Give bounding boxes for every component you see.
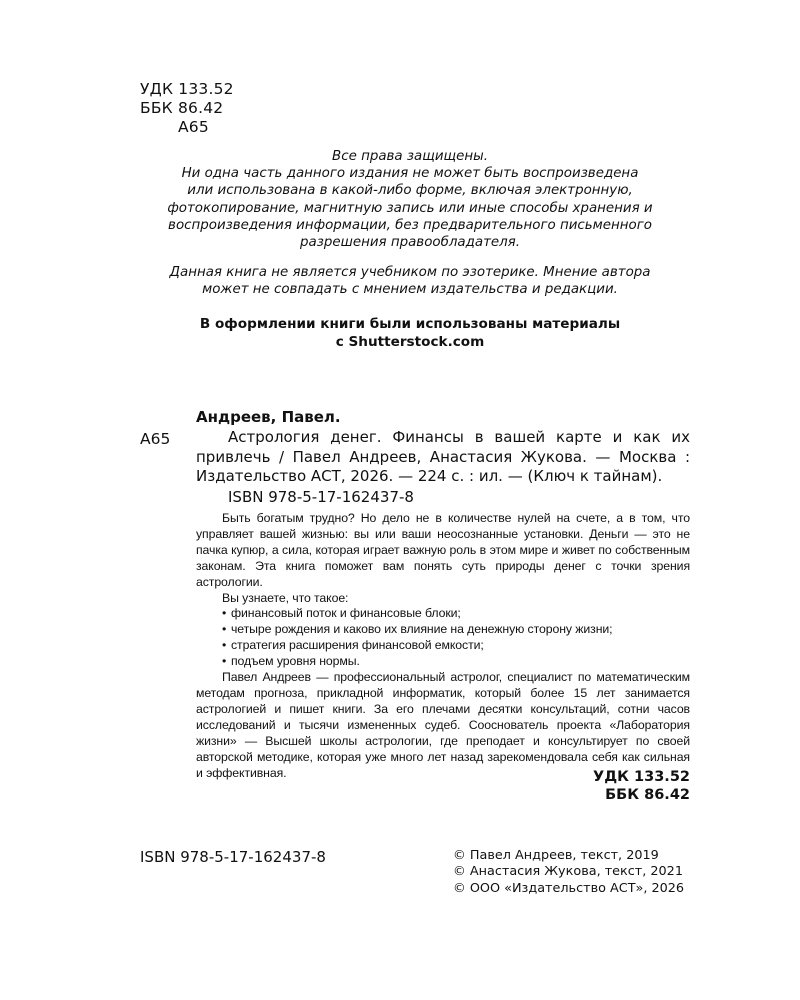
- bullet: •: [222, 638, 227, 653]
- rights-line: фотокопирование, магнитную запись или иные способы хранения и: [167, 200, 653, 216]
- udk-code: УДК 133.52: [593, 769, 690, 785]
- copyright-line: © Павел Андреев, текст, 2019: [453, 848, 659, 863]
- disclaimer: [140, 264, 680, 298]
- copyright-line: © Анастасия Жукова, текст, 2021: [453, 864, 683, 880]
- bullet: •: [222, 654, 227, 669]
- catalog-index-sign: А65: [140, 430, 171, 448]
- rights-line: Ни одна часть данного издания не может быть воспроизведена: [181, 166, 639, 182]
- rights-line: или использована в какой-либо форме, включая электронную,: [187, 183, 633, 199]
- author-heading: Андреев, Павел.: [196, 408, 341, 426]
- list-item: • подъем уровня нормы.: [222, 654, 360, 669]
- bullet: •: [222, 622, 227, 637]
- list-item: • четыре рождения и каково их влияние на денежную сторону жизни;: [222, 622, 613, 637]
- rights-notice: [140, 148, 680, 251]
- list-item: • финансовый поток и финансовые блоки;: [222, 606, 461, 621]
- rights-line: разрешения правообладателя.: [300, 235, 520, 251]
- bbk-code: ББК 86.42: [605, 787, 690, 803]
- udk-code: УДК 133.52: [140, 80, 234, 98]
- classification-codes-bottom: [520, 768, 690, 804]
- credit-line: В оформлении книги были использованы материалы: [199, 316, 621, 332]
- annotation-list: [196, 606, 690, 670]
- footer-isbn: ISBN 978-5-17-162437-8: [140, 848, 326, 866]
- credit-line: с Shutterstock.com: [335, 333, 485, 350]
- annotation-about-author: Павел Андреев — профессиональный астролог, специалист по математическим методам прогноза, прикладной информатик, который более 15 лет занимается астрологией и пишет книги. За его плечами десятки консультаций, сотни часов исследований и тысячи измененных судеб. Сооснователь проекта «Лаборатория жизни» — Высшей школы астрологии, где преподает и консультирует по своей авторской методике, которая уже много лет назад зарекомендовала себя как сильная и эффективная.: [196, 670, 690, 780]
- copyright-line: © ООО «Издательство АСТ», 2026: [453, 880, 685, 896]
- annotation: [196, 511, 690, 781]
- disclaimer-line: Данная книга не является учебником по эзотерике. Мнение автора: [169, 265, 651, 280]
- bullet: •: [222, 606, 227, 621]
- rights-line: воспроизведения информации, без предварительного письменного: [168, 217, 652, 233]
- annotation-intro: Быть богатым трудно? Но дело не в количестве нулей на счете, а в том, что управляет вашей жизнью: вы или ваши неосознанные установки. Деньги — это не пачка купюр, а сила, которая играет важную роль в этом мире и живет по собственным законам. Эта книга поможет вам понять суть природы денег с точки зрения астрологии.: [196, 511, 690, 589]
- author-sign: А65: [178, 118, 209, 136]
- bibliographic-description: Астрология денег. Финансы в вашей карте и как их привлечь / Павел Андреев, Анастасия Жукова. — Москва : Издательство АСТ, 2026. — 224 с. : ил. — (Ключ к тайнам).: [196, 428, 690, 485]
- copyright-block: [453, 848, 684, 897]
- disclaimer-line: может не совпадать с мнением издательства и редакции.: [202, 282, 618, 298]
- image-credit: [140, 316, 680, 351]
- annotation-list-intro: Вы узнаете, что такое:: [222, 590, 349, 605]
- catalog-isbn: ISBN 978-5-17-162437-8: [228, 488, 414, 506]
- classification-codes: [140, 80, 234, 137]
- list-item: • стратегия расширения финансовой емкости;: [222, 638, 484, 653]
- rights-line: Все права защищены.: [332, 149, 488, 164]
- bbk-code: ББК 86.42: [140, 99, 224, 117]
